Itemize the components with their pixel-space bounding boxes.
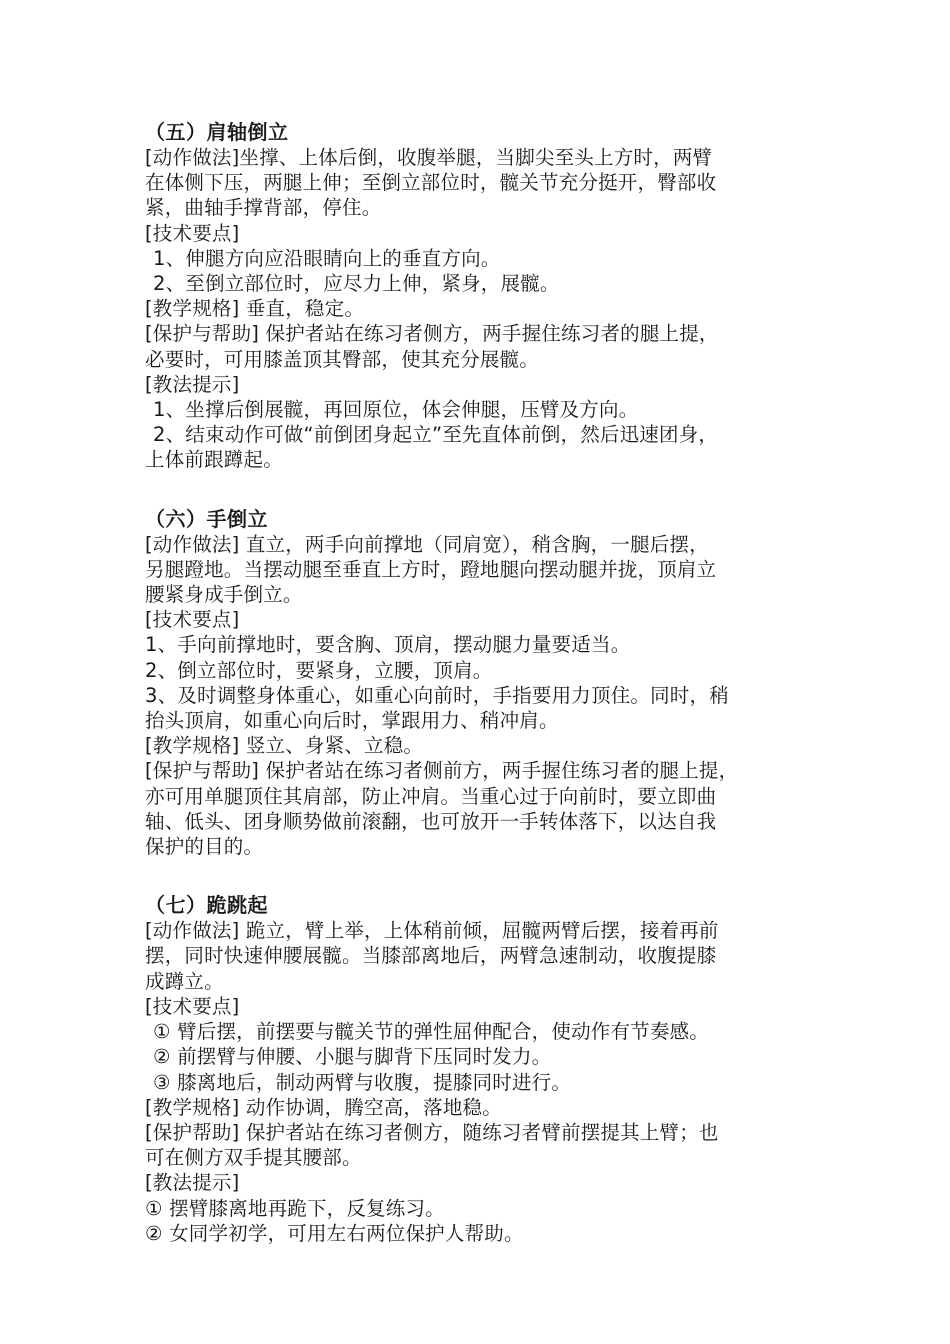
text-line: ③ 膝离地后，制动两臂与收腹，提膝同时进行。 (153, 1070, 572, 1094)
text-line: [技术要点] (145, 221, 240, 245)
text-line: 保护的目的。 (145, 835, 264, 859)
text-line: 成蹲立。 (145, 969, 224, 993)
text-line: ① 臂后摆，前摆要与髋关节的弹性屈伸配合，使动作有节奏感。 (153, 1020, 709, 1044)
text-line: 亦可用单腿顶住其肩部，防止冲肩。当重心过于向前时，要立即曲 (145, 784, 717, 808)
text-line: [保护与帮助] 保护者站在练习者侧前方，两手握住练习者的腿上提， (145, 759, 739, 783)
text-line: [教法提示] (145, 1171, 240, 1195)
text-line: [教学规格] 动作协调，腾空高，落地稳。 (145, 1095, 502, 1119)
text-line: 另腿蹬地。当摆动腿至垂直上方时，蹬地腿向摆动腿并拢，顶肩立 (145, 557, 717, 581)
text-line: 在体侧下压，两腿上伸；至倒立部位时，髋关节充分挺开，臀部收 (145, 171, 717, 195)
text-line: [教学规格] 竖立、身紧、立稳。 (145, 734, 424, 758)
text-line: 紧，曲轴手撑背部，停住。 (145, 196, 382, 220)
text-line: 必要时，可用膝盖顶其臀部，使其充分展髋。 (145, 347, 540, 371)
text-line: ② 前摆臂与伸腰、小腿与脚背下压同时发力。 (153, 1045, 552, 1069)
section-title: （六）手倒立 (145, 506, 268, 531)
text-line: [保护帮助] 保护者站在练习者侧方，随练习者臂前摆提其上臂；也 (145, 1120, 719, 1144)
text-line: 可在侧方双手提其腰部。 (145, 1146, 362, 1170)
text-line: 轴、低头、团身顺势做前滚翻，也可放开一手转体落下，以达自我 (145, 809, 717, 833)
section-title: （七）跪跳起 (145, 893, 268, 918)
text-line: 1、手向前撑地时，要含胸、顶肩，摆动腿力量要适当。 (145, 633, 631, 657)
text-line: ① 摆臂膝离地再跪下，反复练习。 (145, 1196, 445, 1220)
text-line: 抬头顶肩，如重心向后时，掌跟用力、稍冲肩。 (145, 709, 559, 733)
text-line: 1、伸腿方向应沿眼睛向上的垂直方向。 (153, 246, 501, 270)
text-line: [保护与帮助] 保护者站在练习者侧方，两手握住练习者的腿上提， (145, 322, 719, 346)
text-line: ② 女同学初学，可用左右两位保护人帮助。 (145, 1221, 524, 1245)
text-line: 2、至倒立部位时，应尽力上伸，紧身，展髋。 (153, 272, 560, 296)
text-line: 摆，同时快速伸腰展髋。当膝部离地后，两臂急速制动，收腹提膝 (145, 944, 717, 968)
text-line: 1、坐撑后倒展髋，再回原位，体会伸腿，压臂及方向。 (153, 398, 639, 422)
section-title: （五）肩轴倒立 (145, 120, 289, 144)
text-line: [动作做法] 直立，两手向前撑地（同肩宽），稍含胸，一腿后摆， (145, 532, 709, 556)
section-shoulder-stand (145, 120, 825, 473)
text-line: 腰紧身成手倒立。 (145, 583, 303, 607)
text-line: 上体前跟蹲起。 (145, 448, 283, 472)
text-line: 2、结束动作可做“前倒团身起立”至先直体前倒，然后迅速团身， (153, 423, 719, 447)
document-page (145, 120, 825, 1280)
text-line: [技术要点] (145, 608, 240, 632)
text-line: [技术要点] (145, 994, 240, 1018)
text-line: [动作做法]坐撑、上体后倒，收腹举腿，当脚尖至头上方时，两臂 (145, 146, 713, 169)
section-handstand (145, 507, 825, 860)
text-line: [教学规格] 垂直，稳定。 (145, 297, 365, 321)
section-kneel-jump (145, 893, 825, 1246)
text-line: [教法提示] (145, 372, 240, 396)
text-line: 3、及时调整身体重心，如重心向前时，手指要用力顶住。同时，稍 (145, 683, 729, 707)
text-line: [动作做法] 跪立，臂上举，上体稍前倾，屈髋两臂后摆，接着再前 (145, 919, 719, 943)
text-line: 2、倒立部位时，要紧身，立腰，顶肩。 (145, 658, 493, 682)
